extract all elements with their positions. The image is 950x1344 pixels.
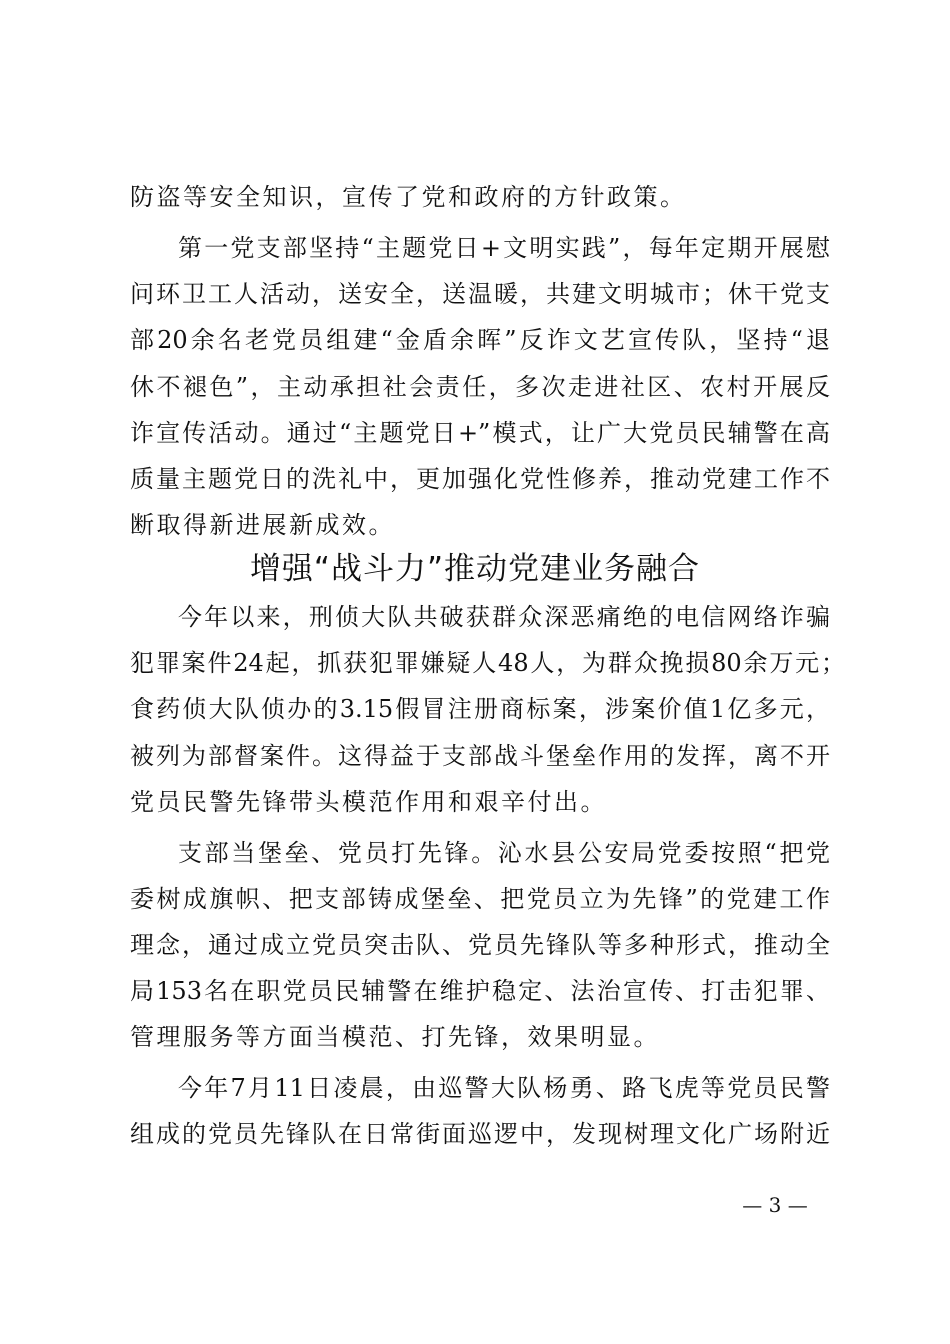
paragraph-line: 诈宣传活动。通过“主题党日+”模式，让广大党员民辅警在高 <box>130 419 830 447</box>
paragraph-line: 被列为部督案件。这得益于支部战斗堡垒作用的发挥，离不开 <box>130 742 830 770</box>
paragraph-line: 防盗等安全知识，宣传了党和政府的方针政策。 <box>130 183 687 211</box>
paragraph-line: 第一党支部坚持“主题党日+文明实践”，每年定期开展慰 <box>178 234 830 262</box>
paragraph-line: 管理服务等方面当模范、打先锋，效果明显。 <box>130 1023 660 1051</box>
page-number: — 3 — <box>742 1193 808 1217</box>
paragraph-line: 质量主题党日的洗礼中，更加强化党性修养，推动党建工作不 <box>130 465 830 493</box>
paragraph-line: 部20余名老党员组建“金盾余晖”反诈文艺宣传队，坚持“退 <box>130 326 830 354</box>
paragraph-line: 问环卫工人活动，送安全，送温暖，共建文明城市；休干党支 <box>130 280 830 308</box>
paragraph-line: 今年7月11日凌晨，由巡警大队杨勇、路飞虎等党员民警 <box>178 1074 830 1102</box>
paragraph-line: 休不褪色”，主动承担社会责任，多次走进社区、农村开展反 <box>130 373 830 401</box>
paragraph-line: 理念，通过成立党员突击队、党员先锋队等多种形式，推动全 <box>130 931 830 959</box>
paragraph-line: 今年以来，刑侦大队共破获群众深恶痛绝的电信网络诈骗 <box>178 603 830 631</box>
paragraph-line: 委树成旗帜、把支部铸成堡垒、把党员立为先锋”的党建工作 <box>130 885 830 913</box>
paragraph-line: 食药侦大队侦办的3.15假冒注册商标案，涉案价值1亿多元， <box>130 695 830 723</box>
section-heading: 增强“战斗力”推动党建业务融合 <box>249 551 701 587</box>
paragraph-line: 局153名在职党员民辅警在维护稳定、法治宣传、打击犯罪、 <box>130 977 830 1005</box>
paragraph-line: 断取得新进展新成效。 <box>130 511 395 539</box>
paragraph-line: 党员民警先锋带头模范作用和艰辛付出。 <box>130 788 607 816</box>
paragraph-line: 组成的党员先锋队在日常街面巡逻中，发现树理文化广场附近 <box>130 1120 830 1148</box>
paragraph-line: 犯罪案件24起，抓获犯罪嫌疑人48人，为群众挽损80余万元； <box>130 649 845 677</box>
paragraph-line: 支部当堡垒、党员打先锋。沁水县公安局党委按照“把党 <box>178 839 830 867</box>
